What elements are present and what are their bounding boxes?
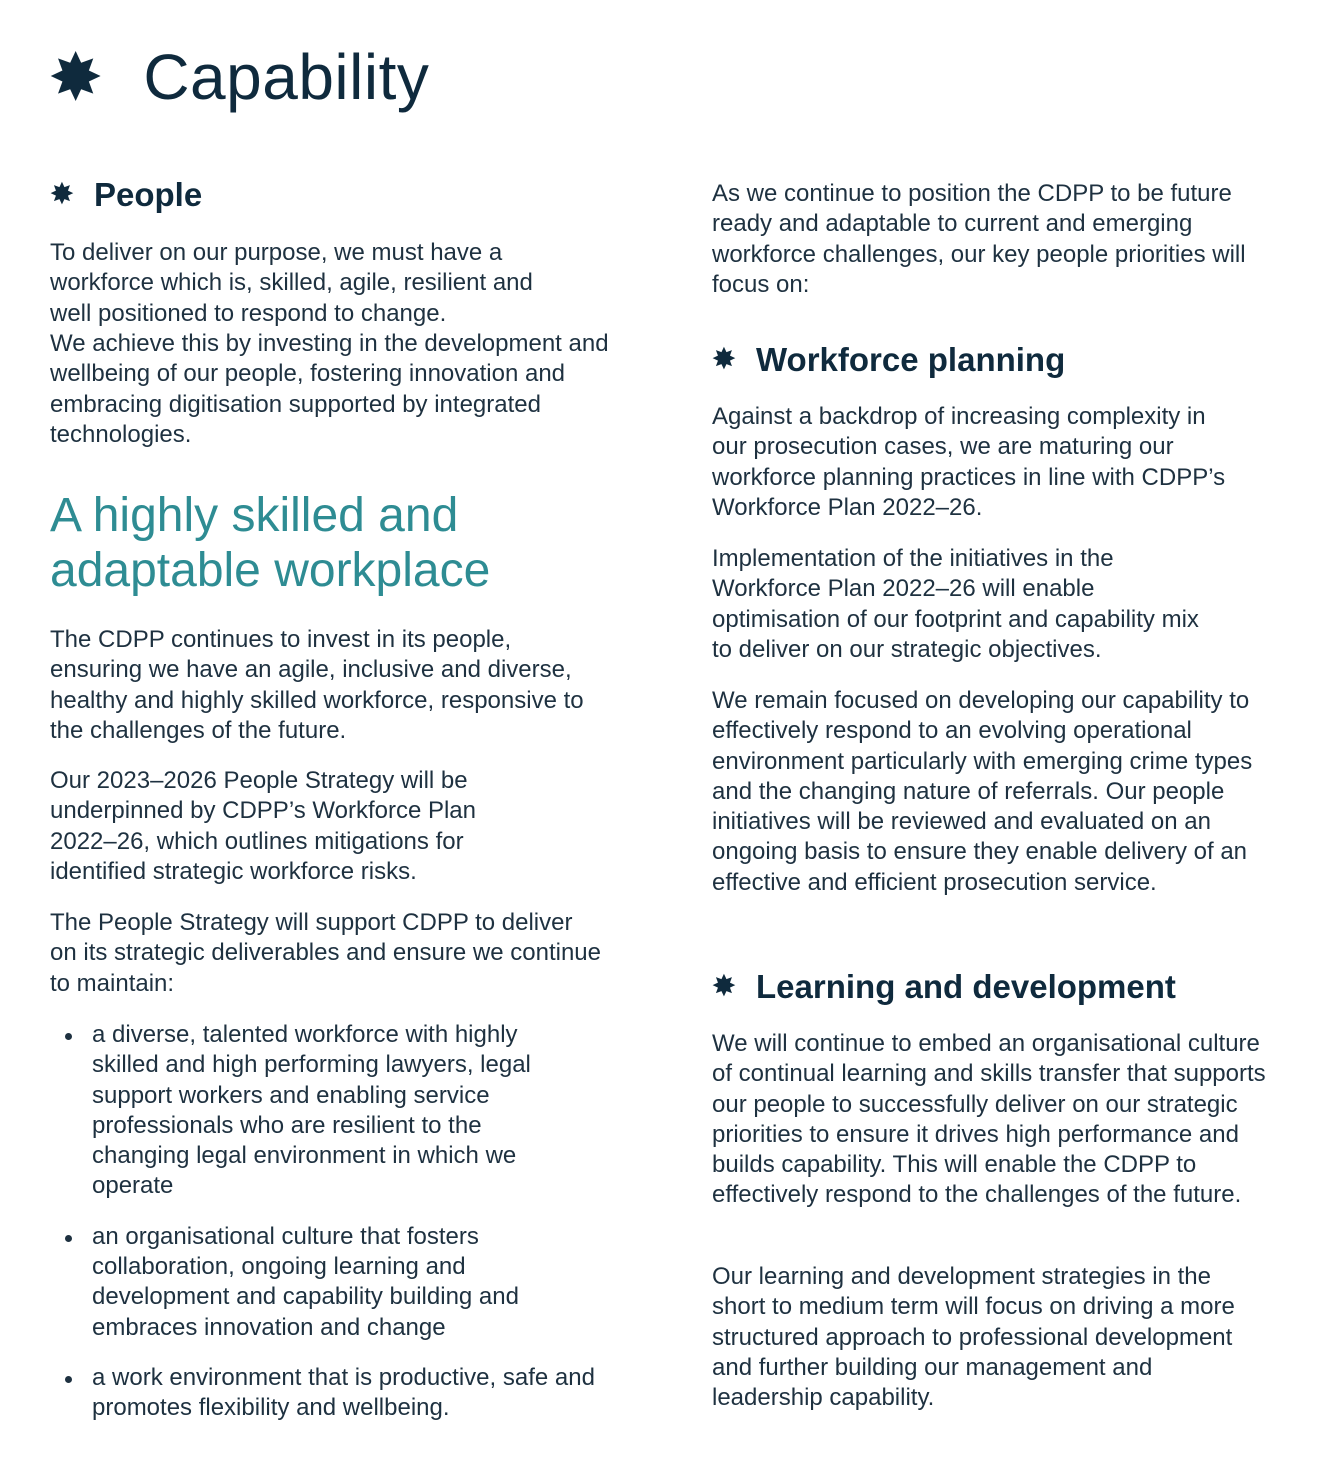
body-paragraph-3: The People Strategy will support CDPP to deliver on its strategic deliverables and ensure we continue to maintain:	[50, 909, 601, 997]
people-heading-text: People	[94, 176, 203, 213]
section-heading-line-1: A highly skilled and	[50, 489, 459, 542]
star-icon: ✸	[711, 343, 737, 376]
star-icon: ✸	[711, 970, 737, 1003]
list-item: an organisational culture that fosters collaboration, ongoing learning and development and capability building and embraces innovation and change	[50, 1222, 572, 1343]
list-item: a diverse, talented workforce with highly skilled and high performing lawyers, legal support workers and enabling service professionals who are resilient to the changing legal environment in which we operate	[50, 1020, 572, 1202]
star-icon: ✸	[48, 40, 104, 114]
learning-development-heading-text: Learning and development	[756, 968, 1176, 1005]
priorities-list	[50, 1020, 610, 1424]
list-item: a work environment that is productive, safe and promotes flexibility and wellbeing.	[50, 1363, 602, 1424]
workforce-planning-heading	[710, 341, 1065, 379]
workforce-paragraph-2: Implementation of the initiatives in the Workforce Plan 2022–26 will enable optimisation of our footprint and capability mix to deliver on our strategic objectives.	[712, 545, 1199, 663]
section-heading-line-2: adaptable workplace	[50, 544, 491, 597]
learning-development-heading	[710, 968, 1176, 1006]
people-heading	[48, 176, 202, 214]
people-paragraph-2: We achieve this by investing in the development and wellbeing of our people, fostering innovation and embracing digitisation supported by integrated technologies.	[50, 330, 609, 448]
star-icon: ✸	[49, 178, 75, 211]
people-paragraph-1: To deliver on our purpose, we must have a workforce which is, skilled, agile, resilient and well positioned to respond to change.	[50, 239, 533, 327]
body-paragraph-1: The CDPP continues to invest in its people, ensuring we have an agile, inclusive and diverse, healthy and highly skilled workforce, responsive to the challenges of the future.	[50, 626, 584, 744]
page-title	[48, 40, 429, 114]
intro-paragraph: As we continue to position the CDPP to be future ready and adaptable to current and emerging workforce challenges, our key people priorities will focus on:	[712, 180, 1246, 298]
learning-paragraph-2: Our learning and development strategies in the short to medium term will focus on driving a more structured approach to professional development and further building our management and leadership capability.	[712, 1263, 1235, 1412]
learning-paragraph-1: We will continue to embed an organisational culture of continual learning and skills transfer that supports our people to successfully deliver on our strategic priorities to ensure it drives high performance and builds capability. This will enable the CDPP to effectively respond to the challenges of the future.	[712, 1030, 1266, 1209]
section-heading	[50, 488, 490, 598]
page-title-text: Capability	[143, 41, 430, 113]
workforce-planning-heading-text: Workforce planning	[756, 341, 1066, 378]
workforce-paragraph-3: We remain focused on developing our capability to effectively respond to an evolving operational environment particularly with emerging crime types and the changing nature of referrals. Our people initiatives will be reviewed and evaluated on an ongoing basis to ensure they enable delivery of an effective and efficient prosecution service.	[712, 687, 1253, 896]
workforce-paragraph-1: Against a backdrop of increasing complexity in our prosecution cases, we are maturing our workforce planning practices in line with CDPP’s Workforce Plan 2022–26.	[712, 403, 1226, 521]
body-paragraph-2: Our 2023–2026 People Strategy will be underpinned by CDPP’s Workforce Plan 2022–26, which outlines mitigations for identified strategic workforce risks.	[50, 767, 476, 885]
